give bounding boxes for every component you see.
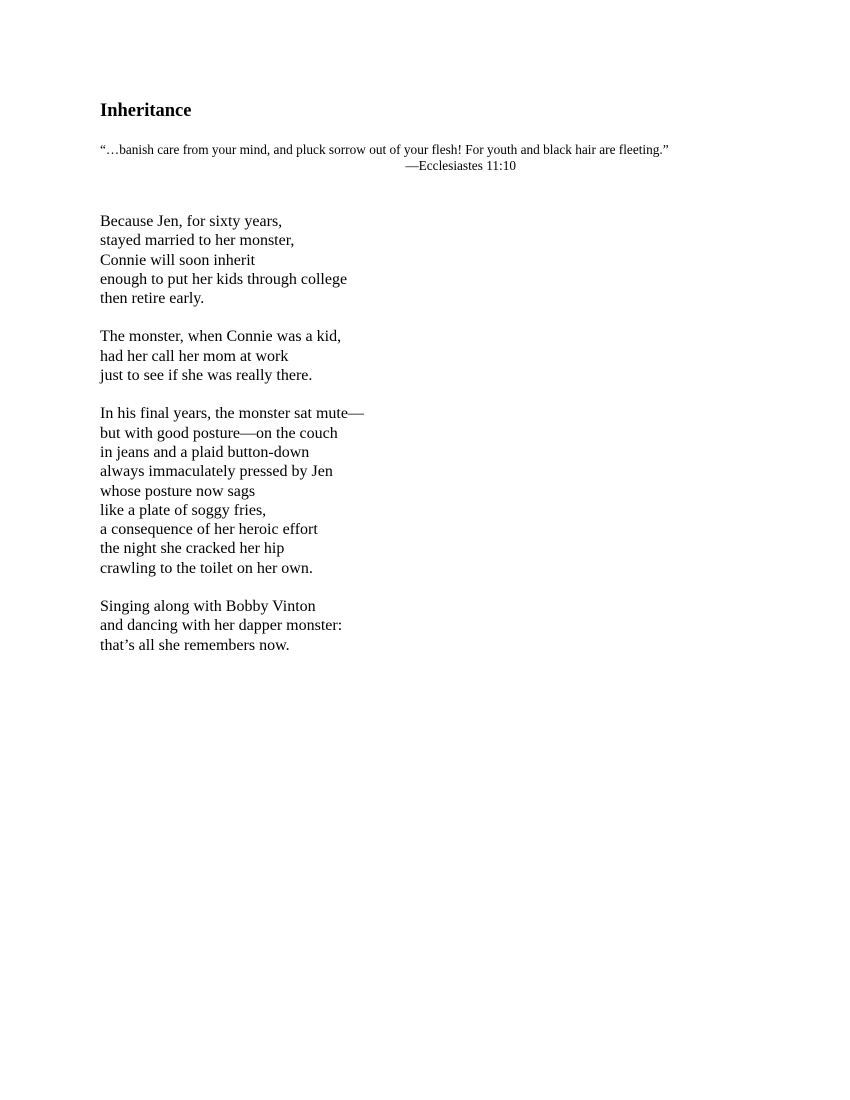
poem-line: but with good posture—on the couch bbox=[100, 424, 338, 442]
stanza-1 bbox=[100, 212, 750, 308]
poem-line: the night she cracked her hip bbox=[100, 540, 285, 558]
stanza-2 bbox=[100, 327, 750, 385]
poem-line: stayed married to her monster, bbox=[100, 232, 295, 250]
poem-line: Singing along with Bobby Vinton bbox=[100, 598, 316, 616]
poem-line: The monster, when Connie was a kid, bbox=[100, 328, 342, 346]
poem-line: enough to put her kids through college bbox=[100, 270, 348, 288]
poem-line: Because Jen, for sixty years, bbox=[100, 213, 283, 230]
poem-line: crawling to the toilet on her own. bbox=[100, 559, 313, 577]
stanza-4 bbox=[100, 597, 750, 655]
poem-line: In his final years, the monster sat mute— bbox=[100, 405, 364, 423]
poem-line: Connie will soon inherit bbox=[100, 251, 256, 269]
epigraph-quote: “…banish care from your mind, and pluck sorrow out of your flesh! For youth and black hair are fleeting.” bbox=[100, 142, 669, 157]
epigraph bbox=[100, 142, 750, 174]
poem-line: a consequence of her heroic effort bbox=[100, 521, 318, 539]
poem-body bbox=[100, 212, 750, 655]
poem-line: just to see if she was really there. bbox=[100, 367, 313, 385]
poem-line: that’s all she remembers now. bbox=[100, 636, 290, 654]
poem-line: always immaculately pressed by Jen bbox=[100, 463, 333, 481]
poem-line: in jeans and a plaid button-down bbox=[100, 443, 310, 461]
document-page bbox=[100, 100, 750, 674]
epigraph-source: —Ecclesiastes 11:10 bbox=[405, 158, 516, 173]
poem-line: had her call her mom at work bbox=[100, 347, 289, 365]
poem-title: Inheritance bbox=[100, 101, 192, 121]
stanza-3 bbox=[100, 404, 750, 578]
poem-line: and dancing with her dapper monster: bbox=[100, 617, 343, 635]
poem-line: whose posture now sags bbox=[100, 482, 256, 500]
poem-line: like a plate of soggy fries, bbox=[100, 501, 267, 519]
poem-line: then retire early. bbox=[100, 290, 205, 308]
